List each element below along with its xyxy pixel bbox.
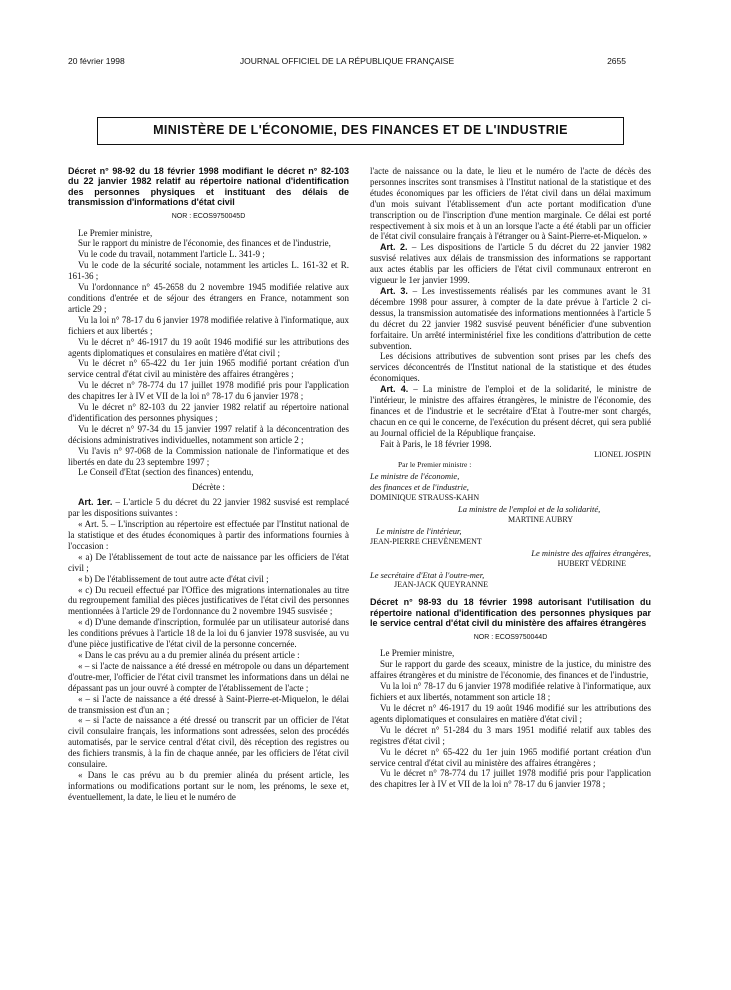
decree2-para: Vu la loi n° 78-17 du 6 janvier 1978 modifiée relative à l'informatique, aux fichiers et aux libertés, notamment son article 18 ; — [370, 681, 651, 703]
par-le-premier-ministre: Par le Premier ministre : — [398, 460, 472, 470]
article5-para: « – si l'acte de naissance a été dressé ou transcrit par un officier de l'état civil consulaire français, les informations sont adressées, selon des procédés automatisés, par le service central d'état civil, dès réception des registres ou des fichiers transmis, à la fin de chaque année, par les officiers de l'état civil consulaire. — [68, 715, 349, 770]
left-column — [68, 166, 349, 803]
article5-para: « – si l'acte de naissance a été dressé en métropole ou dans un département d'outre-mer, l'officier de l'état civil transmet les informations dans un délai ne dépassant pas un jour ouvré à compter de l'établissement de l'acte ; — [68, 660, 349, 693]
decree1-para: Vu le décret n° 97-34 du 15 janvier 1997 relatif à la déconcentration des décisions administratives individuelles, notamment son article 2 ; — [68, 423, 349, 445]
article5-para: « Dans le cas prévu au a du premier alinéa du présent article : — [78, 649, 300, 660]
minister-employment-name: MARTINE AUBRY — [507, 515, 574, 524]
decree2-para: Vu le décret n° 46-1917 du 19 août 1946 modifié sur les attributions des agents diplomatiques et consulaires en matière d'état civil ; — [370, 703, 651, 724]
decree2-para: Vu le décret n° 65-422 du 1er juin 1965 modifié portant création d'un service central d'état civil au ministère des affaires étrangères ; — [370, 746, 651, 768]
decree1-intro: Le Premier ministre, — [78, 227, 153, 238]
decree2-para: Vu le décret n° 51-284 du 3 mars 1951 modifié relatif aux tables des registres d'état civil ; — [370, 724, 651, 746]
minister-employment-title: La ministre de l'emploi et de la solidarité, — [458, 504, 601, 515]
minister-economy-title-1: Le ministre de l'économie, — [370, 471, 460, 482]
article5-para: « d) D'une demande d'inscription, formulée par un utilisateur autorisé dans les conditions prévues à l'article 18 de la loi du 6 janvier 1978 susvisée, au vu d'une pièce justificative de l'état civil de la personne concernée. — [68, 617, 349, 650]
article-1-text: – L'article 5 du décret du 22 janvier 1982 susvisé est remplacé par les dispositions suivantes : — [68, 497, 349, 519]
minister-interior-title: Le ministre de l'intérieur, — [376, 525, 462, 536]
article5-para: « Art. 5. – L'inscription au répertoire est effectuée par l'Institut national de la statistique et des études économiques à partir des informations fournies à l'occasion : — [68, 519, 349, 551]
decree1-para: Vu le décret n° 82-103 du 22 janvier 1982 relatif au répertoire national d'identification des personnes physiques ; — [68, 402, 349, 423]
article5-para: « b) De l'établissement de tout autre acte d'état civil ; — [78, 573, 269, 584]
decree1-para: Vu l'ordonnance n° 45-2658 du 2 novembre 1945 modifiée relative aux conditions d'entrée et de séjour des étrangers en France, notamment son article 29 ; — [68, 282, 349, 314]
decree2-nor: NOR : ECOS9750044D — [473, 633, 548, 641]
decree1-para: Vu le code du travail, notamment l'article L. 341-9 ; — [78, 249, 265, 260]
decree1-nor: NOR : ECOS9750045D — [171, 212, 246, 220]
decree1-para: Sur le rapport du ministre de l'économie, des finances et de l'industrie, — [78, 238, 331, 249]
header-page-number: 2655 — [607, 56, 626, 66]
article-2-text: – Les dispositions de l'article 5 du décret du 22 janvier 1982 susvisé relatives aux délais de transmission des informations se rapportant aux actes établis par les officiers de l'état civil communaux entreront en vigueur le 1er janvier 1999. — [370, 242, 651, 286]
decree1-article-4 — [370, 384, 651, 439]
header-date: 20 février 1998 — [68, 56, 125, 66]
article5-continuation: l'acte de naissance ou la date, le lieu et le numéro de l'acte de décès des personnes inscrites sont transmises à l'Institut national de la statistique et des études économiques par les officiers de l'état civil dans un délai maximum d'un mois suivant l'établissement d'un acte portant modification d'une transcription ou de l'inscription d'une mention marginale. Ce délai est porté respectivement à six mois et à un an lorsque l'acte a été établi par un officier de l'état civil consulaire français à l'étranger ou à Saint-Pierre-et-Miquelon. » — [370, 166, 651, 242]
decree2-title: Décret n° 98-93 du 18 février 1998 autorisant l'utilisation du répertoire national d'identification des personnes physiques par le service central d'état civil du ministère des affaires étrangères — [370, 597, 651, 629]
article5-para: « – si l'acte de naissance a été dressé à Saint-Pierre-et-Miquelon, le délai de transmission est d'un an ; — [68, 693, 349, 715]
article-3-para-2: Les décisions attributives de subvention sont prises par les chefs des services déconcentrés de l'Institut national de la statistique et des études économiques. — [370, 351, 651, 384]
secretary-overseas-title: Le secrétaire d'Etat à l'outre-mer, — [370, 569, 485, 580]
article-4-text: – La ministre de l'emploi et de la solidarité, le ministre de l'intérieur, le ministre des affaires étrangères, le ministre de l'économie, des finances et de l'industrie et le secrétaire d'Etat à l'outre-mer sont chargés, chacun en ce qui le concerne, de l'exécution du présent décret, qui sera publié au Journal officiel de la République française. — [370, 384, 651, 438]
secretary-overseas-name: JEAN-JACK QUEYRANNE — [394, 580, 488, 590]
signature-prime-minister: LIONEL JOSPIN — [594, 449, 651, 459]
decree1-para: Le Conseil d'Etat (section des finances) entendu, — [78, 467, 254, 478]
decree1-title: Décret n° 98-92 du 18 février 1998 modifiant le décret n° 82-103 du 22 janvier 1982 relatif au répertoire national d'identification des personnes physiques et instituant des délais de transmission d'informations d'état civil — [68, 166, 349, 208]
article-4-label: Art. 4. — [380, 384, 409, 395]
done-at-paris: Fait à Paris, le 18 février 1998. — [380, 438, 492, 449]
minister-economy-name: DOMINIQUE STRAUSS-KAHN — [370, 493, 480, 503]
minister-foreign-affairs-title: Le ministre des affaires étrangères, — [531, 547, 651, 558]
article5-para: « Dans le cas prévu au b du premier alinéa du présent article, les informations ou modifications portant sur le nom, les prénoms, le sexe et, éventuellement, la date, le lieu et le numéro de — [68, 769, 349, 802]
decree1-decrete: Décrète : — [192, 482, 225, 493]
decree2-intro: Le Premier ministre, — [380, 648, 455, 659]
ministry-heading: MINISTÈRE DE L'ÉCONOMIE, DES FINANCES ET DE L'INDUSTRIE — [97, 117, 624, 145]
article5-para: « a) De l'établissement de tout acte de naissance par les officiers de l'état civil ; — [68, 551, 349, 573]
decree1-para: Vu le décret n° 46-1917 du 19 août 1946 modifié sur les attributions des agents diplomatiques et consulaires en matière d'état civil ; — [68, 336, 349, 358]
article-3-label: Art. 3. — [380, 285, 408, 296]
decree1-para: Vu l'avis n° 97-068 de la Commission nationale de l'informatique et des libertés en date du 23 septembre 1997 ; — [68, 445, 349, 467]
article5-para: « c) Du recueil effectué par l'Office des migrations internationales au titre du regroupement familial des pièces justificatives de l'état civil des personnes mentionnées à l'article 29 de l'ordonnance du 2 novembre 1945 susvisée ; — [68, 584, 349, 617]
decree1-para: Vu la loi n° 78-17 du 6 janvier 1978 modifiée relative à l'informatique, aux fichiers et aux libertés ; — [68, 314, 349, 336]
minister-interior-name: JEAN-PIERRE CHEVÈNEMENT — [370, 536, 482, 546]
decree2-para: Sur le rapport du garde des sceaux, ministre de la justice, du ministre des affaires étrangères et du ministre de l'économie, des finances et de l'industrie, — [370, 659, 651, 681]
decree1-article-1 — [68, 497, 349, 519]
decree1-para: Vu le décret n° 65-422 du 1er juin 1965 modifié portant création d'un service central d'état civil au ministère des affaires étrangères ; — [68, 358, 349, 380]
article-3-text: – Les investissements réalisés par les communes avant le 31 décembre 1998 pour assurer, à compter de la date prévue à l'article 2 ci-dessus, la transmission automatisée des informations mentionnées à l'article 5 du décret du 22 janvier 1982 susvisé peuvent bénéficier d'une subvention forfaitaire. Un arrêté interministériel fixe les conditions d'attribution de cette subvention. — [370, 285, 651, 351]
page-header — [68, 56, 626, 68]
article-2-label: Art. 2. — [380, 242, 408, 253]
minister-economy-title-2: des finances et de l'industrie, — [370, 482, 469, 493]
article-1-label: Art. 1er. — [78, 497, 113, 508]
header-journal-title: JOURNAL OFFICIEL DE LA RÉPUBLIQUE FRANÇAISE — [239, 56, 455, 66]
decree2-para: Vu le décret n° 78-774 du 17 juillet 1978 modifié pris pour l'application des chapitres Ier à IV et VII de la loi n° 78-17 du 6 janvier 1978 ; — [370, 768, 651, 790]
decree1-article-2 — [370, 242, 651, 286]
decree1-para: Vu le décret n° 78-774 du 17 juillet 1978 modifié pris pour l'application des chapitres Ier à IV et VII de la loi n° 78-17 du 6 janvier 1978 ; — [68, 380, 349, 402]
minister-foreign-affairs-name: HUBERT VÉDRINE — [557, 558, 626, 568]
right-column — [370, 166, 651, 790]
decree1-article-3 — [370, 286, 651, 351]
decree1-para: Vu le code de la sécurité sociale, notamment les articles L. 161-32 et R. 161-36 ; — [68, 260, 349, 282]
